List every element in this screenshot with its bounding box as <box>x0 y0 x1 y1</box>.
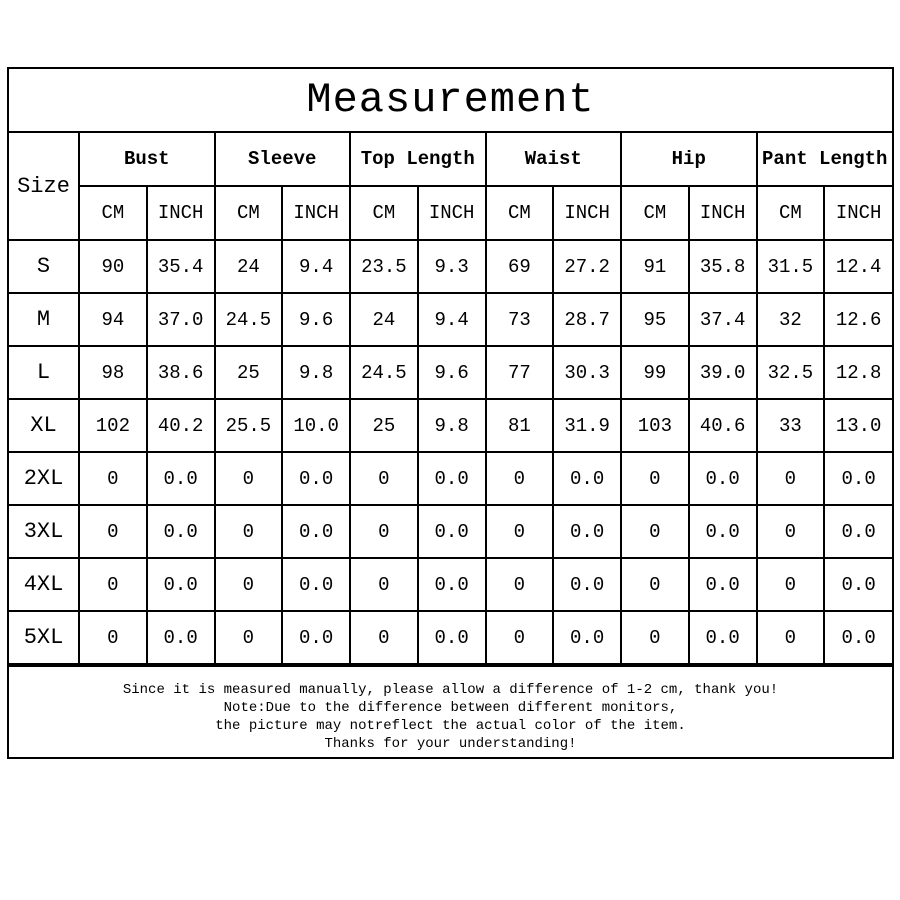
group-header-row <box>9 133 892 186</box>
measurement-cell: 0.0 <box>824 505 892 558</box>
measurement-cell: 0 <box>215 611 283 664</box>
measurement-cell: 0 <box>350 505 418 558</box>
measurement-cell: 13.0 <box>824 399 892 452</box>
unit-header: INCH <box>418 186 486 240</box>
measurement-cell: 0 <box>757 452 825 505</box>
note-line: Thanks for your understanding! <box>324 736 577 752</box>
measurement-cell: 24.5 <box>215 293 283 346</box>
size-chart <box>7 67 894 759</box>
measurement-cell: 9.4 <box>418 293 486 346</box>
measurement-cell: 28.7 <box>553 293 621 346</box>
measurement-cell: 0 <box>215 505 283 558</box>
table-row <box>9 611 892 664</box>
measurement-cell: 0 <box>621 611 689 664</box>
size-table <box>9 133 892 665</box>
measurement-cell: 25 <box>350 399 418 452</box>
measurement-cell: 9.6 <box>418 346 486 399</box>
unit-header: INCH <box>282 186 350 240</box>
measurement-cell: 9.8 <box>418 399 486 452</box>
note-line: Note:Due to the difference between different monitors, <box>223 700 678 716</box>
measurement-cell: 9.6 <box>282 293 350 346</box>
unit-header: CM <box>350 186 418 240</box>
size-label: 5XL <box>9 611 79 664</box>
measurement-cell: 24 <box>215 240 283 293</box>
measurement-cell: 31.5 <box>757 240 825 293</box>
measurement-cell: 0.0 <box>418 558 486 611</box>
measurement-cell: 99 <box>621 346 689 399</box>
measurement-note <box>9 665 892 765</box>
measurement-cell: 0.0 <box>553 505 621 558</box>
measurement-cell: 24 <box>350 293 418 346</box>
measurement-cell: 0.0 <box>689 452 757 505</box>
measurement-cell: 0 <box>621 505 689 558</box>
measurement-cell: 0.0 <box>282 611 350 664</box>
measurement-cell: 33 <box>757 399 825 452</box>
measurement-cell: 35.4 <box>147 240 215 293</box>
measurement-cell: 37.4 <box>689 293 757 346</box>
size-table-body <box>9 240 892 664</box>
measurement-cell: 0 <box>486 558 554 611</box>
size-label: 3XL <box>9 505 79 558</box>
unit-header: CM <box>621 186 689 240</box>
group-header: Sleeve <box>215 133 351 186</box>
measurement-cell: 0 <box>350 611 418 664</box>
measurement-cell: 94 <box>79 293 147 346</box>
measurement-cell: 77 <box>486 346 554 399</box>
measurement-cell: 0 <box>757 558 825 611</box>
size-label: L <box>9 346 79 399</box>
table-row <box>9 399 892 452</box>
measurement-cell: 0 <box>486 505 554 558</box>
measurement-cell: 0.0 <box>147 558 215 611</box>
measurement-cell: 0.0 <box>553 558 621 611</box>
measurement-cell: 0 <box>79 558 147 611</box>
measurement-cell: 0.0 <box>553 452 621 505</box>
note-line: the picture may notreflect the actual color of the item. <box>215 718 686 734</box>
measurement-cell: 0 <box>757 505 825 558</box>
measurement-cell: 103 <box>621 399 689 452</box>
measurement-cell: 0.0 <box>418 505 486 558</box>
measurement-cell: 12.6 <box>824 293 892 346</box>
measurement-cell: 0.0 <box>824 452 892 505</box>
measurement-cell: 40.6 <box>689 399 757 452</box>
size-label: S <box>9 240 79 293</box>
table-row <box>9 293 892 346</box>
measurement-cell: 91 <box>621 240 689 293</box>
group-header: Hip <box>621 133 757 186</box>
measurement-cell: 0 <box>621 558 689 611</box>
measurement-cell: 0.0 <box>147 611 215 664</box>
measurement-cell: 12.4 <box>824 240 892 293</box>
measurement-cell: 9.4 <box>282 240 350 293</box>
measurement-cell: 0.0 <box>418 452 486 505</box>
measurement-cell: 0 <box>757 611 825 664</box>
measurement-cell: 37.0 <box>147 293 215 346</box>
measurement-cell: 24.5 <box>350 346 418 399</box>
measurement-cell: 23.5 <box>350 240 418 293</box>
measurement-cell: 0 <box>486 452 554 505</box>
table-row <box>9 346 892 399</box>
measurement-cell: 69 <box>486 240 554 293</box>
measurement-cell: 0.0 <box>147 452 215 505</box>
table-row <box>9 505 892 558</box>
measurement-cell: 0 <box>350 452 418 505</box>
measurement-cell: 31.9 <box>553 399 621 452</box>
measurement-cell: 9.8 <box>282 346 350 399</box>
size-label: XL <box>9 399 79 452</box>
measurement-cell: 12.8 <box>824 346 892 399</box>
unit-header: CM <box>215 186 283 240</box>
measurement-cell: 32.5 <box>757 346 825 399</box>
group-header: Pant Length <box>757 133 893 186</box>
measurement-cell: 0.0 <box>689 558 757 611</box>
measurement-cell: 90 <box>79 240 147 293</box>
unit-header: INCH <box>147 186 215 240</box>
measurement-cell: 40.2 <box>147 399 215 452</box>
chart-title: Measurement <box>9 69 892 133</box>
measurement-cell: 25 <box>215 346 283 399</box>
measurement-cell: 0 <box>79 452 147 505</box>
measurement-cell: 9.3 <box>418 240 486 293</box>
unit-header: INCH <box>553 186 621 240</box>
unit-header: CM <box>757 186 825 240</box>
measurement-cell: 30.3 <box>553 346 621 399</box>
measurement-cell: 0.0 <box>282 558 350 611</box>
measurement-cell: 38.6 <box>147 346 215 399</box>
unit-header: INCH <box>824 186 892 240</box>
measurement-cell: 0.0 <box>689 611 757 664</box>
measurement-cell: 0 <box>79 505 147 558</box>
unit-header: CM <box>79 186 147 240</box>
size-column-header: Size <box>9 133 79 240</box>
measurement-cell: 0 <box>79 611 147 664</box>
unit-header: INCH <box>689 186 757 240</box>
measurement-cell: 0 <box>486 611 554 664</box>
measurement-cell: 81 <box>486 399 554 452</box>
measurement-cell: 25.5 <box>215 399 283 452</box>
measurement-cell: 0.0 <box>553 611 621 664</box>
size-label: 2XL <box>9 452 79 505</box>
table-row <box>9 452 892 505</box>
measurement-cell: 39.0 <box>689 346 757 399</box>
measurement-cell: 35.8 <box>689 240 757 293</box>
size-label: 4XL <box>9 558 79 611</box>
size-label: M <box>9 293 79 346</box>
note-line: Since it is measured manually, please allow a difference of 1-2 cm, thank you! <box>122 682 779 698</box>
table-row <box>9 240 892 293</box>
unit-header-row <box>9 186 892 240</box>
measurement-cell: 102 <box>79 399 147 452</box>
measurement-cell: 27.2 <box>553 240 621 293</box>
measurement-cell: 0.0 <box>147 505 215 558</box>
table-row <box>9 558 892 611</box>
measurement-cell: 0 <box>215 452 283 505</box>
group-header: Bust <box>79 133 215 186</box>
measurement-cell: 98 <box>79 346 147 399</box>
group-header: Top Length <box>350 133 486 186</box>
measurement-cell: 0.0 <box>418 611 486 664</box>
unit-header: CM <box>486 186 554 240</box>
measurement-cell: 0 <box>350 558 418 611</box>
measurement-cell: 0 <box>215 558 283 611</box>
group-header: Waist <box>486 133 622 186</box>
measurement-cell: 95 <box>621 293 689 346</box>
measurement-cell: 0 <box>621 452 689 505</box>
measurement-cell: 0.0 <box>689 505 757 558</box>
measurement-cell: 0.0 <box>824 611 892 664</box>
measurement-cell: 10.0 <box>282 399 350 452</box>
measurement-cell: 73 <box>486 293 554 346</box>
measurement-cell: 0.0 <box>824 558 892 611</box>
measurement-cell: 0.0 <box>282 505 350 558</box>
measurement-cell: 0.0 <box>282 452 350 505</box>
measurement-cell: 32 <box>757 293 825 346</box>
